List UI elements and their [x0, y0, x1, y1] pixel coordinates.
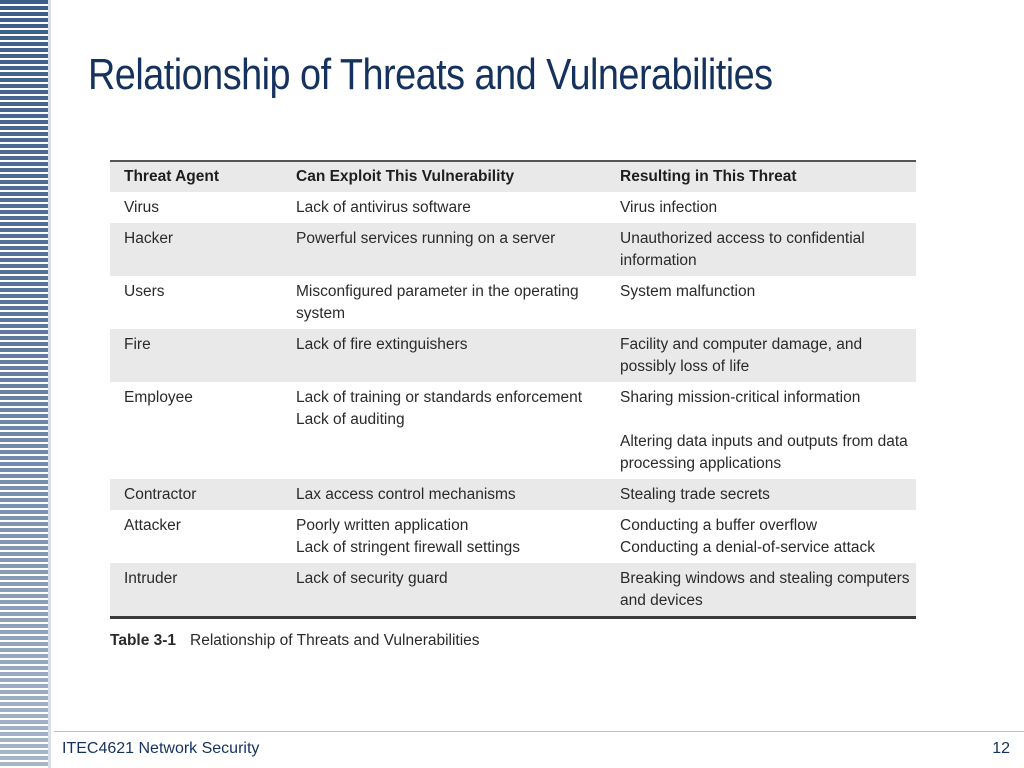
- slide-title: Relationship of Threats and Vulnerabilities: [88, 50, 773, 99]
- table-row: [110, 329, 916, 382]
- resulting-threat-cell: [606, 223, 916, 276]
- threat-agent-cell: Employee: [124, 389, 193, 406]
- vulnerability-cell: [282, 563, 606, 618]
- table-row: [110, 479, 916, 510]
- threat-text: Breaking windows and stealing computers and devices: [620, 570, 910, 609]
- table-row: [110, 382, 916, 479]
- header-resulting-threat: Resulting in This Threat: [606, 161, 916, 192]
- threat-agent-cell: Attacker: [124, 517, 181, 534]
- threat-text: Sharing mission-critical information: [620, 389, 861, 406]
- vulnerability-text: Lax access control mechanisms: [296, 486, 516, 503]
- threat-agent-cell: Fire: [110, 329, 282, 382]
- threat-text: Conducting a denial-of-service attack: [620, 539, 876, 556]
- threat-text: Stealing trade secrets: [620, 486, 770, 503]
- resulting-threat-cell: [606, 479, 916, 510]
- vulnerability-text: Lack of security guard: [296, 570, 448, 587]
- table-row: [110, 563, 916, 618]
- resulting-threat-cell: [606, 192, 916, 223]
- sidebar-fade-overlay: [0, 0, 48, 768]
- header-vulnerability: Can Exploit This Vulnerability: [282, 161, 606, 192]
- resulting-threat-cell: [606, 276, 916, 329]
- resulting-threat-cell: [606, 329, 916, 382]
- threat-text: Altering data inputs and outputs from data processing applications: [620, 433, 908, 472]
- vulnerability-cell: [282, 223, 606, 276]
- vulnerability-cell: [282, 382, 606, 479]
- threat-text: Unauthorized access to confidential information: [620, 230, 865, 269]
- table-caption-number: Table 3-1: [110, 632, 177, 649]
- vulnerability-cell: [282, 479, 606, 510]
- threat-text: Conducting a buffer overflow: [620, 517, 818, 534]
- resulting-threat-cell: [606, 563, 916, 618]
- table-row: [110, 192, 916, 223]
- vulnerability-text: Powerful services running on a server: [296, 230, 556, 247]
- vulnerability-text: Lack of antivirus software: [296, 199, 471, 216]
- threat-agent-cell: Hacker: [110, 223, 282, 276]
- vulnerability-cell: [282, 192, 606, 223]
- table-caption-text: Relationship of Threats and Vulnerabilities: [190, 632, 480, 649]
- table-row: [110, 510, 916, 563]
- threats-table-figure: [110, 160, 916, 619]
- resulting-threat-cell: [606, 382, 916, 479]
- threat-text: Virus infection: [620, 199, 718, 216]
- vulnerability-text: Lack of fire extinguishers: [296, 336, 468, 353]
- sidebar-edge: [48, 0, 51, 768]
- vulnerability-cell: [282, 510, 606, 563]
- vulnerability-text: Misconfigured parameter in the operating system: [296, 283, 579, 322]
- table-row: [110, 276, 916, 329]
- table-row: [110, 223, 916, 276]
- threat-agent-cell: Intruder: [110, 563, 282, 618]
- threat-agent-cell: Contractor: [110, 479, 282, 510]
- threat-text: Facility and computer damage, and possibly loss of life: [620, 336, 863, 375]
- header-threat-agent: Threat Agent: [110, 161, 282, 192]
- threats-table: [110, 160, 916, 619]
- page-number: 12: [992, 740, 1010, 757]
- footer-divider: [54, 731, 1024, 732]
- vulnerability-text: Lack of stringent firewall settings: [296, 539, 520, 556]
- threat-agent-cell: Users: [124, 283, 165, 300]
- vulnerability-cell: [282, 329, 606, 382]
- vulnerability-text: Poorly written application: [296, 517, 469, 534]
- footer-course-name: ITEC4621 Network Security: [62, 740, 260, 757]
- resulting-threat-cell: [606, 510, 916, 563]
- threat-text: System malfunction: [620, 283, 756, 300]
- table-caption: [110, 632, 480, 650]
- vulnerability-text: Lack of training or standards enforcement: [296, 389, 583, 406]
- threat-agent-cell: Virus: [124, 199, 160, 216]
- vulnerability-cell: [282, 276, 606, 329]
- table-header-row: [110, 161, 916, 192]
- vulnerability-text: Lack of auditing: [296, 411, 405, 428]
